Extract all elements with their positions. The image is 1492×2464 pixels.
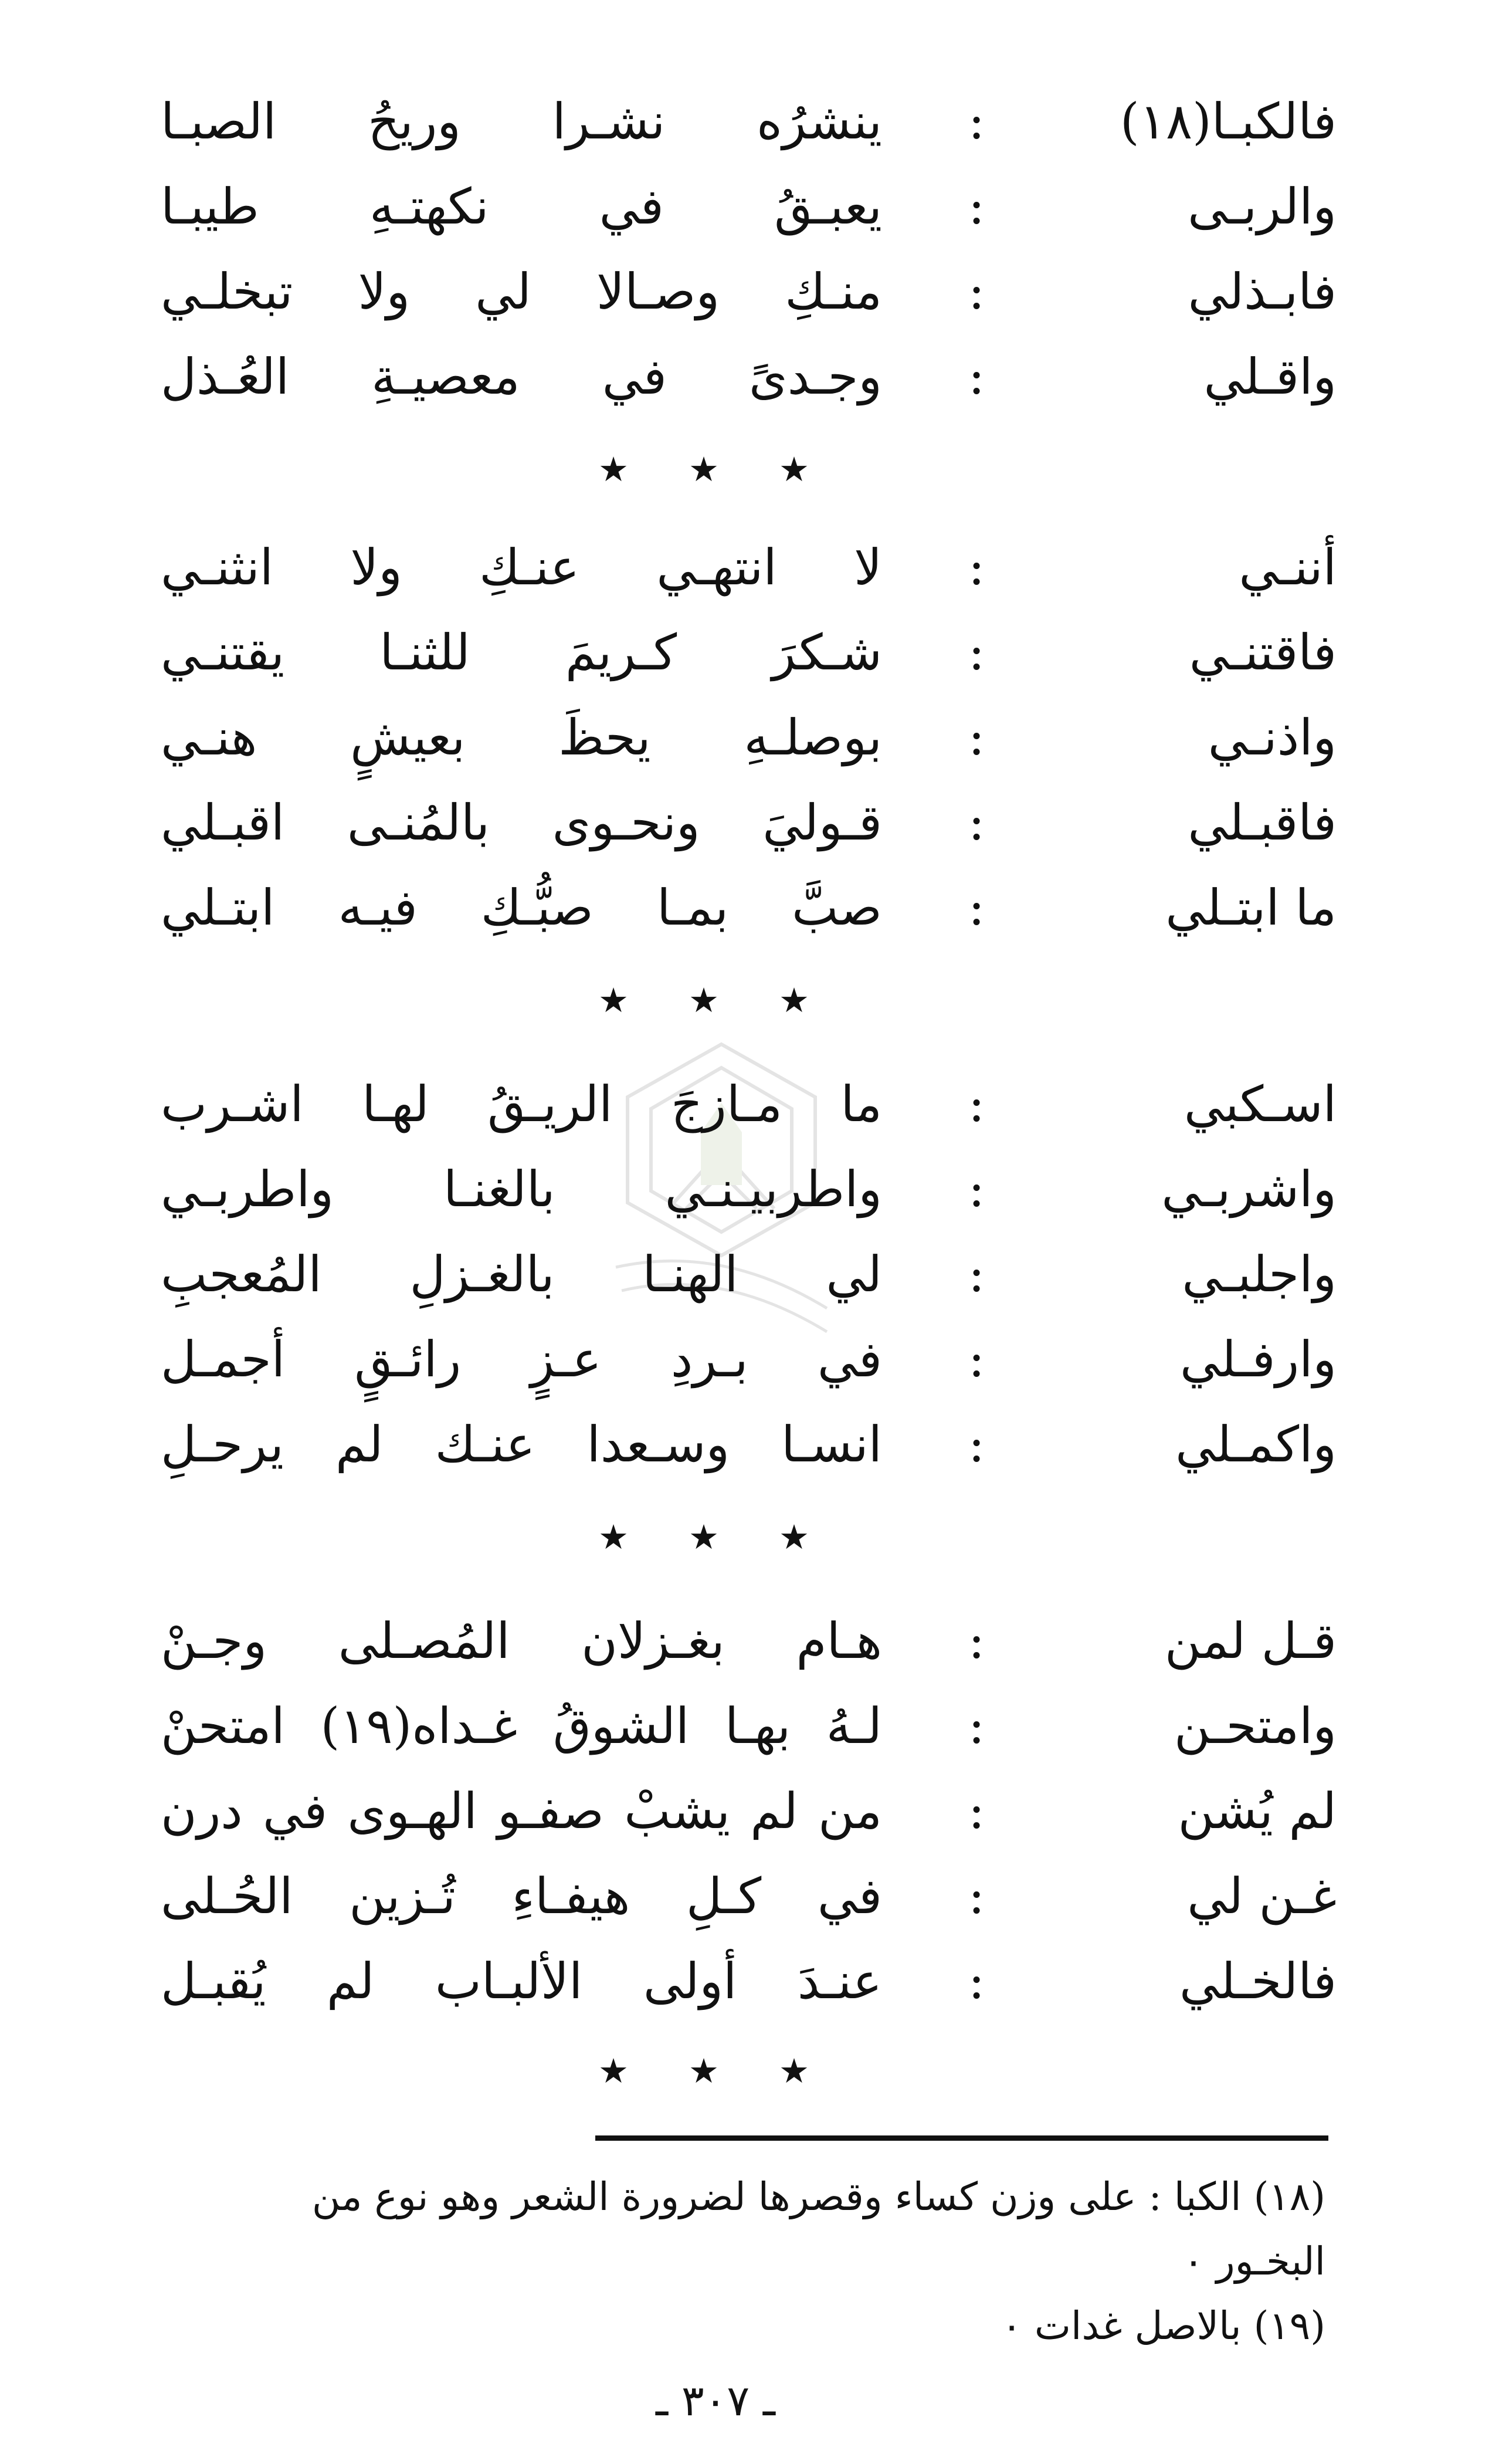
verse-text: ما مـازجَ الريـقُ لهـا اشـرب bbox=[161, 1075, 882, 1133]
verse-text: انسـا وسـعدا عنـك لم يرحـلِ bbox=[161, 1416, 882, 1473]
colon-separator: : bbox=[968, 1160, 985, 1218]
verse-text: من لم يشبْ صفـو الهـوى في درن bbox=[161, 1782, 882, 1840]
stanza-separator bbox=[598, 977, 809, 1024]
footnote-19: (١٩) بالاصل غدات ٠ bbox=[1001, 2303, 1325, 2348]
verse-line bbox=[0, 610, 1492, 695]
verse-line bbox=[0, 1402, 1492, 1487]
footnote-18: (١٨) الكبا : على وزن كساء وقصرها لضرورة الشعر وهو نوع من bbox=[311, 2174, 1325, 2219]
rhyme-word: اسـكبي bbox=[1184, 1075, 1337, 1133]
rhyme-word: فاقبـلي bbox=[1188, 794, 1337, 851]
rhyme-word: والربـى bbox=[1188, 178, 1337, 235]
verse-text: صبَّ بمـا صبُّـكِ فيـه ابتـلي bbox=[161, 879, 882, 936]
footnote-divider bbox=[595, 2135, 1328, 2141]
verse-line bbox=[0, 1939, 1492, 2024]
verse-text: هـام بغـزلان المُصـلى وجـنْ bbox=[161, 1612, 882, 1670]
rhyme-word: ما ابتـلي bbox=[1165, 879, 1337, 936]
rhyme-word: واذنـي bbox=[1208, 709, 1337, 766]
colon-separator: : bbox=[968, 709, 985, 766]
colon-separator: : bbox=[968, 794, 985, 851]
colon-separator: : bbox=[968, 178, 985, 235]
page-number: ـ ٣٠٧ ـ bbox=[656, 2376, 775, 2425]
footnote-18-continuation: البخـور ٠ bbox=[1183, 2239, 1325, 2284]
verse-line bbox=[0, 334, 1492, 419]
rhyme-word: فالخـلي bbox=[1179, 1952, 1337, 2010]
verse-text: في بـردِ عـزٍ رائـقٍ أجمـل bbox=[161, 1331, 882, 1388]
verse-line bbox=[0, 865, 1492, 950]
verse-line bbox=[0, 780, 1492, 865]
stanza-separator bbox=[598, 2047, 809, 2094]
stanza-separator bbox=[598, 446, 809, 493]
star-icon: ★ bbox=[689, 449, 719, 489]
verse-line bbox=[0, 79, 1492, 164]
verse-text: في كـلِ هيفـاءِ تُـزين الحُـلى bbox=[161, 1867, 882, 1925]
stanza-4 bbox=[0, 1599, 1492, 2024]
verse-line bbox=[0, 1062, 1492, 1147]
star-icon: ★ bbox=[779, 2051, 809, 2091]
star-icon: ★ bbox=[689, 980, 719, 1020]
verse-line bbox=[0, 249, 1492, 334]
colon-separator: : bbox=[968, 348, 985, 405]
colon-separator: : bbox=[968, 1331, 985, 1388]
verse-text: قـوليَ ونحـوى بالمُنـى اقبـلي bbox=[161, 794, 882, 851]
star-icon: ★ bbox=[598, 2051, 629, 2091]
colon-separator: : bbox=[968, 1952, 985, 2010]
rhyme-word: فابـذلي bbox=[1188, 263, 1337, 320]
verse-text: وجـدىً في معصيـةِ العُـذل bbox=[161, 348, 882, 405]
colon-separator: : bbox=[968, 1075, 985, 1133]
verse-line bbox=[0, 1317, 1492, 1402]
stanza-2 bbox=[0, 525, 1492, 950]
colon-separator: : bbox=[968, 1245, 985, 1303]
stanza-separator bbox=[598, 1514, 809, 1561]
verse-text: لي الهنـا بالغـزلِ المُعجبِ bbox=[161, 1245, 882, 1303]
verse-text: عنـدَ أولى الألبـاب لم يُقبـل bbox=[161, 1952, 882, 2010]
colon-separator: : bbox=[968, 1416, 985, 1473]
star-icon: ★ bbox=[689, 2051, 719, 2091]
verse-text: ينشرُه نشـرا وريحُ الصبـا bbox=[161, 93, 882, 150]
verse-line bbox=[0, 164, 1492, 249]
rhyme-word: واجلبـي bbox=[1182, 1245, 1337, 1303]
rhyme-word: قـل لمن bbox=[1164, 1612, 1337, 1670]
verse-line bbox=[0, 525, 1492, 610]
rhyme-word: فالكبـا(١٨) bbox=[1120, 93, 1337, 150]
colon-separator: : bbox=[968, 879, 985, 936]
stanza-1 bbox=[0, 79, 1492, 419]
colon-separator: : bbox=[968, 93, 985, 150]
rhyme-word: غـن لي bbox=[1187, 1867, 1337, 1925]
rhyme-word: وامتحـن bbox=[1174, 1697, 1337, 1755]
rhyme-word: أننـي bbox=[1239, 539, 1337, 596]
verse-line bbox=[0, 1232, 1492, 1317]
star-icon: ★ bbox=[598, 1517, 629, 1557]
verse-text: يعبـقُ في نكهتـهِ طيبـا bbox=[161, 178, 882, 235]
star-icon: ★ bbox=[598, 449, 629, 489]
verse-text: منـكِ وصـالا لي ولا تبخلـي bbox=[161, 263, 882, 320]
verse-text: بوصلـهِ يحظَ بعيشٍ هنـي bbox=[161, 709, 882, 766]
colon-separator: : bbox=[968, 1697, 985, 1755]
colon-separator: : bbox=[968, 263, 985, 320]
colon-separator: : bbox=[968, 624, 985, 681]
stanza-3 bbox=[0, 1062, 1492, 1487]
star-icon: ★ bbox=[598, 980, 629, 1020]
rhyme-word: واقـلي bbox=[1203, 348, 1337, 405]
verse-line bbox=[0, 1854, 1492, 1939]
verse-text: لـهُ بهـا الشوقُ غـداه(١٩) امتحنْ bbox=[161, 1697, 883, 1755]
verse-line bbox=[0, 1684, 1492, 1769]
star-icon: ★ bbox=[779, 980, 809, 1020]
rhyme-word: واكمـلي bbox=[1175, 1416, 1337, 1473]
rhyme-word: لم يُشن bbox=[1178, 1782, 1337, 1840]
star-icon: ★ bbox=[779, 449, 809, 489]
colon-separator: : bbox=[968, 539, 985, 596]
verse-text: لا انتهـي عنـكِ ولا انثنـي bbox=[161, 539, 882, 596]
star-icon: ★ bbox=[779, 1517, 809, 1557]
verse-line bbox=[0, 1147, 1492, 1232]
verse-text: شـكرَ كـريمَ للثنـا يقتنـي bbox=[161, 624, 882, 681]
star-icon: ★ bbox=[689, 1517, 719, 1557]
rhyme-word: وارفـلي bbox=[1179, 1331, 1337, 1388]
rhyme-word: واشربـي bbox=[1161, 1160, 1337, 1218]
rhyme-word: فاقتنـي bbox=[1189, 624, 1337, 681]
verse-line bbox=[0, 695, 1492, 780]
verse-line bbox=[0, 1599, 1492, 1684]
verse-text: واطربيـنـي بالغنـا واطربـي bbox=[161, 1160, 882, 1218]
footnotes bbox=[47, 2165, 1325, 2358]
colon-separator: : bbox=[968, 1782, 985, 1840]
verse-line bbox=[0, 1769, 1492, 1854]
colon-separator: : bbox=[968, 1867, 985, 1925]
colon-separator: : bbox=[968, 1612, 985, 1670]
